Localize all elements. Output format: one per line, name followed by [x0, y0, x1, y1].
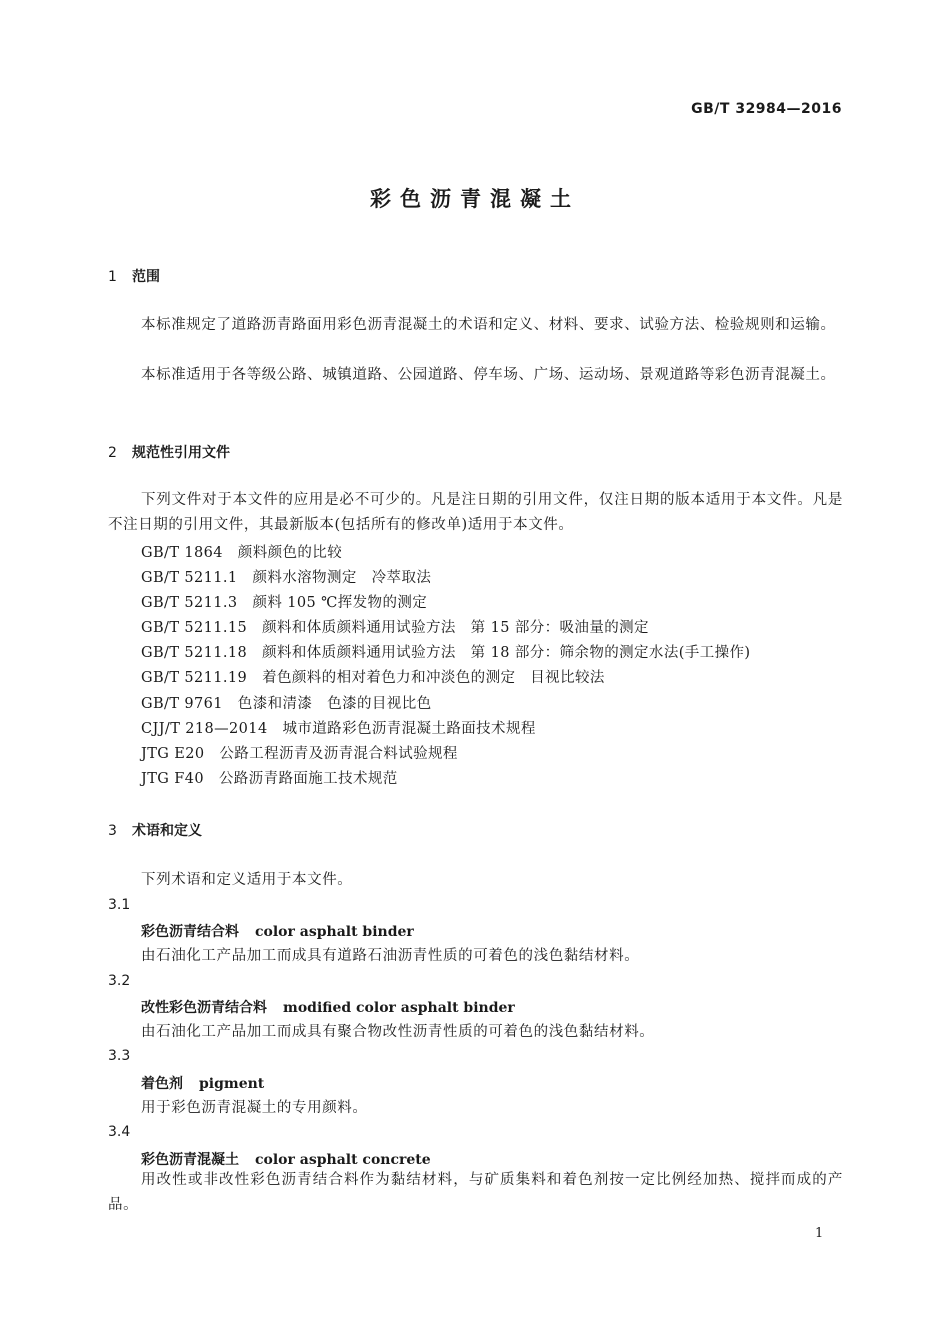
reference-item: GB/T 5211.1 颜料水溶物测定 冷萃取法 — [141, 570, 432, 586]
standard-code: GB/T 32984—2016 — [691, 101, 842, 117]
reference-item: GB/T 1864 颜料颜色的比较 — [141, 545, 343, 561]
term-definition: 由石油化工产品加工而成具有聚合物改性沥青性质的可着色的浅色黏结材料。 — [141, 1024, 655, 1040]
term-name-en: pigment — [199, 1076, 265, 1092]
term-name — [141, 1149, 431, 1169]
term-name — [141, 997, 515, 1017]
section-3-intro: 下列术语和定义适用于本文件。 — [141, 872, 353, 888]
reference-item: JTG F40 公路沥青路面施工技术规范 — [141, 771, 398, 787]
term-name-cn: 改性彩色沥青结合料 — [141, 1000, 267, 1016]
page-number: 1 — [815, 1226, 824, 1241]
term-name-en: modified color asphalt binder — [283, 1000, 515, 1016]
term-name-en: color asphalt binder — [255, 924, 414, 940]
section-1-heading — [108, 266, 160, 286]
term-definition: 用改性或非改性彩色沥青结合料作为黏结材料，与矿质集料和着色剂按一定比例经加热、搅拌而成的产品。 — [108, 1172, 843, 1213]
document-title: 彩色沥青混凝土 — [370, 187, 580, 211]
term-number: 3.4 — [108, 1124, 131, 1140]
term-name-cn: 彩色沥青混凝土 — [141, 1152, 239, 1168]
section-title: 范围 — [132, 269, 160, 285]
term-name — [141, 921, 414, 941]
section-number: 3 — [108, 823, 117, 839]
term-name-en: color asphalt concrete — [255, 1152, 431, 1168]
term-definition: 用于彩色沥青混凝土的专用颜料。 — [141, 1100, 368, 1116]
term-name — [141, 1073, 264, 1093]
section-1-paragraph-1: 本标准规定了道路沥青路面用彩色沥青混凝土的术语和定义、材料、要求、试验方法、检验规则和运输。 — [141, 317, 836, 333]
reference-item: CJJ/T 218—2014 城市道路彩色沥青混凝土路面技术规程 — [141, 721, 536, 737]
section-number: 1 — [108, 269, 117, 285]
section-1-paragraph-2: 本标准适用于各等级公路、城镇道路、公园道路、停车场、广场、运动场、景观道路等彩色沥青混凝土。 — [141, 367, 836, 383]
section-3-heading — [108, 820, 202, 840]
section-2-heading — [108, 442, 230, 462]
term-definition: 由石油化工产品加工而成具有道路石油沥青性质的可着色的浅色黏结材料。 — [141, 948, 640, 964]
reference-item: GB/T 5211.3 颜料 105 ℃挥发物的测定 — [141, 595, 428, 611]
reference-item: GB/T 5211.19 着色颜料的相对着色力和冲淡色的测定 目视比较法 — [141, 670, 605, 686]
term-name-cn: 彩色沥青结合料 — [141, 924, 239, 940]
term-number: 3.2 — [108, 973, 131, 989]
section-2-intro: 下列文件对于本文件的应用是必不可少的。凡是注日期的引用文件，仅注日期的版本适用于本文件。凡是不注日期的引用文件，其最新版本(包括所有的修改单)适用于本文件。 — [108, 492, 843, 533]
term-name-cn: 着色剂 — [141, 1076, 183, 1092]
section-title: 术语和定义 — [132, 823, 202, 839]
reference-item: GB/T 9761 色漆和清漆 色漆的目视比色 — [141, 696, 432, 712]
reference-item: JTG E20 公路工程沥青及沥青混合料试验规程 — [141, 746, 458, 762]
reference-item: GB/T 5211.15 颜料和体质颜料通用试验方法 第 15 部分：吸油量的测定 — [141, 620, 649, 636]
term-number: 3.1 — [108, 897, 131, 913]
term-number: 3.3 — [108, 1048, 131, 1064]
section-number: 2 — [108, 445, 117, 461]
section-title: 规范性引用文件 — [132, 445, 230, 461]
reference-item: GB/T 5211.18 颜料和体质颜料通用试验方法 第 18 部分：筛余物的测定水法(手工操作) — [141, 645, 751, 661]
